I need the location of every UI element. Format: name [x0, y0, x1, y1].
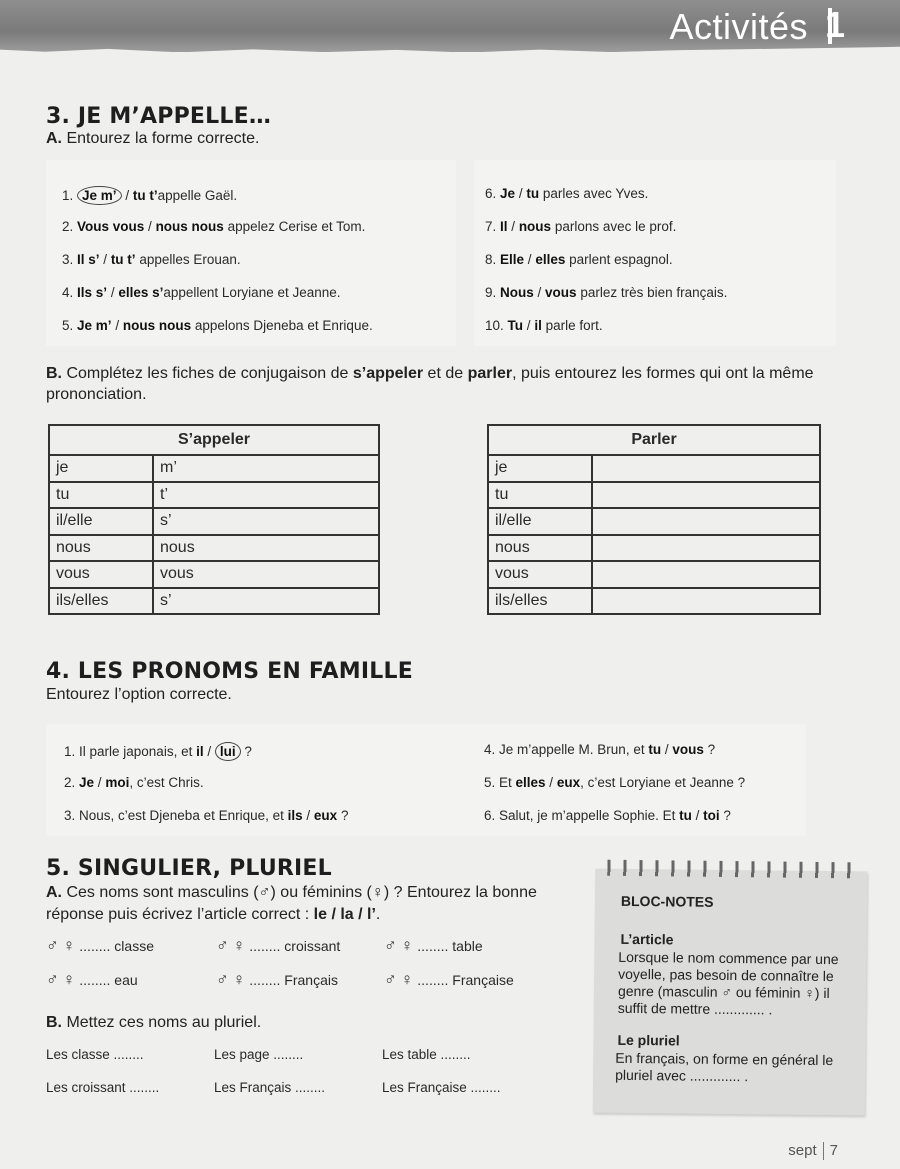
option-1[interactable]: Elle — [500, 252, 525, 267]
exercise-item — [62, 219, 365, 234]
option-1[interactable]: Tu — [507, 318, 524, 333]
option-separator: / — [94, 775, 106, 790]
option-separator: / — [691, 808, 704, 823]
item-number: 1. — [62, 188, 74, 203]
section-5a-text-1: Ces noms sont masculins (♂) ou féminins (♀) ? Entourez la bonne — [66, 884, 537, 901]
male-symbol-icon[interactable]: ♂ — [46, 970, 59, 989]
note-line: suffit de mettre ............. . — [617, 999, 773, 1018]
section-3a-label: A. — [46, 130, 62, 147]
exercise-item — [62, 186, 237, 205]
table-row — [49, 535, 379, 562]
page-footer — [788, 1142, 838, 1160]
page-number: 7 — [829, 1142, 838, 1159]
option-1[interactable]: tu — [679, 808, 692, 823]
section-5b-instruction — [46, 1014, 261, 1032]
table-row — [488, 588, 820, 615]
verb-form-cell[interactable]: vous — [153, 561, 379, 588]
exercise-item — [485, 252, 673, 267]
item-text: appellent Loryiane et Jeanne. — [163, 285, 341, 300]
footer-divider — [823, 1142, 824, 1160]
bloc-notes-plural-text — [615, 1050, 861, 1087]
article-blank[interactable]: ........ — [79, 972, 111, 988]
option-1[interactable]: elles — [515, 775, 546, 790]
option-2[interactable]: moi — [105, 775, 130, 790]
parler-conjugation-table — [487, 424, 821, 615]
option-separator: / — [107, 285, 119, 300]
gender-item — [46, 936, 154, 956]
option-separator: / — [302, 808, 314, 823]
plural-item[interactable]: Les Français ........ — [214, 1080, 326, 1095]
plural-item[interactable]: Les table ........ — [382, 1047, 471, 1062]
gender-item — [384, 970, 514, 990]
section-3b-text-4: prononciation. — [46, 386, 147, 403]
noun-label: table — [452, 938, 483, 954]
verb-form-cell[interactable] — [592, 588, 820, 615]
option-1[interactable]: tu — [648, 742, 662, 757]
exercise-item — [62, 252, 241, 267]
section-5b-label: B. — [46, 1014, 62, 1031]
bloc-notes-article-text — [618, 949, 865, 1020]
male-symbol-icon[interactable]: ♂ — [216, 970, 229, 989]
option-1[interactable]: Nous — [500, 285, 534, 300]
section-3b-text-1: Complétez les fiches de conjugaison de — [66, 365, 353, 382]
exercise-item — [62, 318, 373, 333]
table-row — [488, 561, 820, 588]
verb-form-cell[interactable] — [592, 561, 820, 588]
article-blank[interactable]: ........ — [417, 972, 449, 988]
female-symbol-icon[interactable]: ♀ — [400, 970, 414, 989]
plural-item[interactable]: Les classe ........ — [46, 1047, 144, 1062]
option-separator: / — [507, 219, 519, 234]
male-symbol-icon[interactable]: ♂ — [384, 970, 397, 989]
note-line: pluriel avec ............. . — [615, 1066, 749, 1085]
verb-form-cell[interactable] — [592, 455, 820, 482]
section-4-instruction: Entourez l’option correcte. — [46, 686, 232, 703]
section-3b-verb-1: s’appeler — [352, 365, 424, 382]
item-number: 8. — [485, 252, 497, 267]
section-3b-text-3: , puis entourez les formes qui ont la même — [512, 365, 814, 382]
section-3a-instruction — [46, 130, 259, 148]
pronoun-item — [484, 808, 731, 823]
table-row — [488, 508, 820, 535]
exercise-item — [62, 285, 341, 300]
item-text: appelle Gaël. — [157, 188, 238, 203]
header-unit-number: 1 — [824, 4, 845, 45]
verb-form-cell[interactable] — [592, 482, 820, 509]
option-separator: / — [144, 219, 156, 234]
option-2[interactable]: vous — [545, 285, 577, 300]
option-1[interactable]: Vous vous — [77, 219, 145, 234]
section-4-title: 4. LES PRONOMS EN FAMILLE — [46, 659, 413, 684]
male-symbol-icon[interactable]: ♂ — [384, 936, 397, 955]
pronoun-cell: nous — [488, 535, 592, 562]
article-blank[interactable]: ........ — [249, 972, 281, 988]
item-text: parles avec Yves. — [539, 186, 649, 201]
gender-item — [46, 970, 138, 990]
pronoun-item — [484, 775, 745, 790]
verb-form-cell[interactable]: s’ — [153, 588, 379, 615]
item-text-end: ? — [719, 808, 731, 823]
table-row — [488, 535, 820, 562]
option-1[interactable]: Je — [500, 186, 516, 201]
exercise-item — [485, 318, 603, 333]
noun-label: eau — [114, 972, 138, 988]
item-text: parlent espagnol. — [565, 252, 673, 267]
verb-form-cell[interactable]: nous — [153, 535, 379, 562]
item-number: 9. — [485, 285, 497, 300]
item-number: 6. — [485, 186, 497, 201]
item-text: 4. Je m’appelle M. Brun, et — [484, 742, 649, 757]
female-symbol-icon[interactable]: ♀ — [400, 936, 414, 955]
option-1[interactable]: Ils s’ — [77, 285, 108, 300]
section-5b-text: Mettez ces noms au pluriel. — [66, 1014, 262, 1031]
section-5a-text-3: . — [375, 906, 381, 923]
item-text: 3. Nous, c’est Djeneba et Enrique, et — [64, 808, 288, 823]
pronoun-cell: tu — [488, 482, 592, 509]
sappeler-table-title: S’appeler — [49, 425, 379, 455]
gender-item — [384, 936, 483, 956]
verb-form-cell[interactable]: m’ — [153, 455, 379, 482]
option-separator: / — [533, 285, 546, 300]
option-2[interactable]: nous — [518, 219, 552, 234]
pronoun-item — [64, 742, 252, 761]
exercise-item — [485, 219, 676, 234]
option-1[interactable]: ils — [287, 808, 303, 823]
item-text-end: , c’est Chris. — [129, 775, 204, 790]
pronoun-item — [484, 742, 715, 757]
table-row — [488, 482, 820, 509]
section-3-title: 3. JE M’APPELLE… — [46, 104, 272, 129]
pronoun-item — [64, 808, 348, 823]
page-number-word: sept — [788, 1142, 817, 1159]
option-2[interactable]: il — [534, 318, 542, 333]
noun-label: classe — [114, 938, 154, 954]
sappeler-conjugation-table — [48, 424, 380, 615]
item-text: appelons Djeneba et Enrique. — [191, 318, 373, 333]
bloc-notes-article-heading: L’article — [620, 930, 674, 948]
option-separator: / — [99, 252, 111, 267]
item-text: parlons avec le prof. — [551, 219, 677, 234]
exercise-item — [485, 186, 648, 201]
option-separator: / — [121, 188, 133, 203]
section-5-title: 5. SINGULIER, PLURIEL — [46, 856, 332, 881]
noun-label: Français — [284, 972, 338, 988]
plural-item[interactable]: Les Française ........ — [382, 1080, 501, 1095]
pronoun-cell: il/elle — [49, 508, 153, 535]
pronoun-cell: vous — [488, 561, 592, 588]
option-2[interactable]: elles — [535, 252, 566, 267]
option-separator: / — [203, 744, 215, 759]
option-1[interactable]: Il — [500, 219, 508, 234]
option-1[interactable]: Je — [79, 775, 95, 790]
item-number: 5. — [62, 318, 74, 333]
bloc-notes-plural-heading: Le pluriel — [617, 1031, 680, 1049]
option-2[interactable]: tu — [526, 186, 540, 201]
note-line: En français, on forme en général le — [615, 1049, 834, 1069]
section-5a-text-2: réponse puis écrivez l’article correct : — [46, 906, 314, 923]
section-3b-text-2: et de — [423, 365, 468, 382]
pronoun-item — [64, 775, 204, 790]
pronoun-cell: nous — [49, 535, 153, 562]
option-separator: / — [661, 742, 673, 757]
item-text: 6. Salut, je m’appelle Sophie. Et — [484, 808, 680, 823]
plural-item[interactable]: Les page ........ — [214, 1047, 304, 1062]
item-number: 10. — [485, 318, 504, 333]
verb-form-cell[interactable] — [592, 508, 820, 535]
table-row — [49, 455, 379, 482]
section-5a-label: A. — [46, 884, 62, 901]
option-1[interactable]: Il s’ — [77, 252, 100, 267]
table-row — [49, 561, 379, 588]
female-symbol-icon[interactable]: ♀ — [62, 970, 76, 989]
option-1[interactable]: Je m’ — [77, 186, 122, 205]
item-text: 5. Et — [484, 775, 516, 790]
article-blank[interactable]: ........ — [417, 938, 449, 954]
section-3a-text: Entourez la forme correcte. — [66, 130, 260, 147]
gender-item — [216, 936, 340, 956]
item-number: 2. — [62, 219, 74, 234]
bloc-notes-card — [593, 869, 868, 1116]
option-1[interactable]: il — [196, 744, 204, 759]
male-symbol-icon[interactable]: ♂ — [216, 936, 229, 955]
table-row — [488, 455, 820, 482]
section-3b-label: B. — [46, 365, 62, 382]
section-3b-verb-2: parler — [467, 365, 513, 382]
exercise-item — [485, 285, 727, 300]
option-2[interactable]: toi — [703, 808, 720, 823]
option-2[interactable]: tu t’ — [132, 188, 158, 203]
section-3b-instruction — [46, 363, 846, 405]
item-text: 2. — [64, 775, 80, 790]
option-separator: / — [524, 252, 536, 267]
table-row — [49, 508, 379, 535]
verb-form-cell[interactable]: s’ — [153, 508, 379, 535]
item-text: parle fort. — [541, 318, 603, 333]
table-row — [49, 482, 379, 509]
option-2[interactable]: lui — [215, 742, 241, 761]
item-text: appelles Erouan. — [135, 252, 241, 267]
option-separator: / — [515, 186, 527, 201]
verb-form-cell[interactable] — [592, 535, 820, 562]
item-text-end: ? — [703, 742, 716, 757]
item-number: 7. — [485, 219, 497, 234]
option-2[interactable]: tu t’ — [110, 252, 136, 267]
pronoun-cell: je — [488, 455, 592, 482]
pronoun-cell: ils/elles — [49, 588, 153, 615]
item-text-end: , c’est Loryiane et Jeanne ? — [580, 775, 746, 790]
pronoun-cell: il/elle — [488, 508, 592, 535]
gender-item — [216, 970, 338, 990]
plural-item[interactable]: Les croissant ........ — [46, 1080, 160, 1095]
section-5a-instruction — [46, 882, 586, 926]
pronoun-cell: tu — [49, 482, 153, 509]
noun-label: croissant — [284, 938, 341, 954]
item-text: parlez très bien français. — [576, 285, 728, 300]
option-2[interactable]: vous — [672, 742, 704, 757]
option-2[interactable]: eux — [313, 808, 338, 823]
option-2[interactable]: nous nous — [155, 219, 224, 234]
item-text-end: ? — [337, 808, 349, 823]
note-line: genre (masculin ♂ ou féminin ♀) il — [617, 982, 830, 1002]
verb-form-cell[interactable]: t’ — [153, 482, 379, 509]
notebook-spiral-icon — [607, 860, 857, 879]
pronoun-cell: je — [49, 455, 153, 482]
noun-label: Française — [452, 972, 514, 988]
item-text-end: ? — [240, 744, 252, 759]
item-text: 1. Il parle japonais, et — [64, 744, 197, 759]
note-line: Lorsque le nom commence par une — [618, 948, 839, 968]
note-line: voyelle, pas besoin de connaître le — [618, 965, 834, 985]
option-separator: / — [523, 318, 535, 333]
option-1[interactable]: Je m’ — [77, 318, 112, 333]
option-2[interactable]: eux — [556, 775, 581, 790]
item-number: 4. — [62, 285, 74, 300]
option-separator: / — [545, 775, 557, 790]
male-symbol-icon[interactable]: ♂ — [46, 936, 59, 955]
female-symbol-icon[interactable]: ♀ — [232, 936, 246, 955]
bloc-notes-title: BLOC-NOTES — [620, 892, 714, 910]
article-blank[interactable]: ........ — [79, 938, 111, 954]
pronoun-cell: vous — [49, 561, 153, 588]
item-text: appelez Cerise et Tom. — [223, 219, 366, 234]
article-blank[interactable]: ........ — [249, 938, 281, 954]
table-row — [49, 588, 379, 615]
female-symbol-icon[interactable]: ♀ — [62, 936, 76, 955]
option-2[interactable]: nous nous — [122, 318, 192, 333]
parler-table-title: Parler — [488, 425, 820, 455]
option-2[interactable]: elles s’ — [118, 285, 164, 300]
item-number: 3. — [62, 252, 74, 267]
pronoun-cell: ils/elles — [488, 588, 592, 615]
section-5a-articles: le / la / l’ — [313, 906, 376, 923]
header-title: Activités — [669, 6, 808, 47]
option-separator: / — [111, 318, 123, 333]
female-symbol-icon[interactable]: ♀ — [232, 970, 246, 989]
